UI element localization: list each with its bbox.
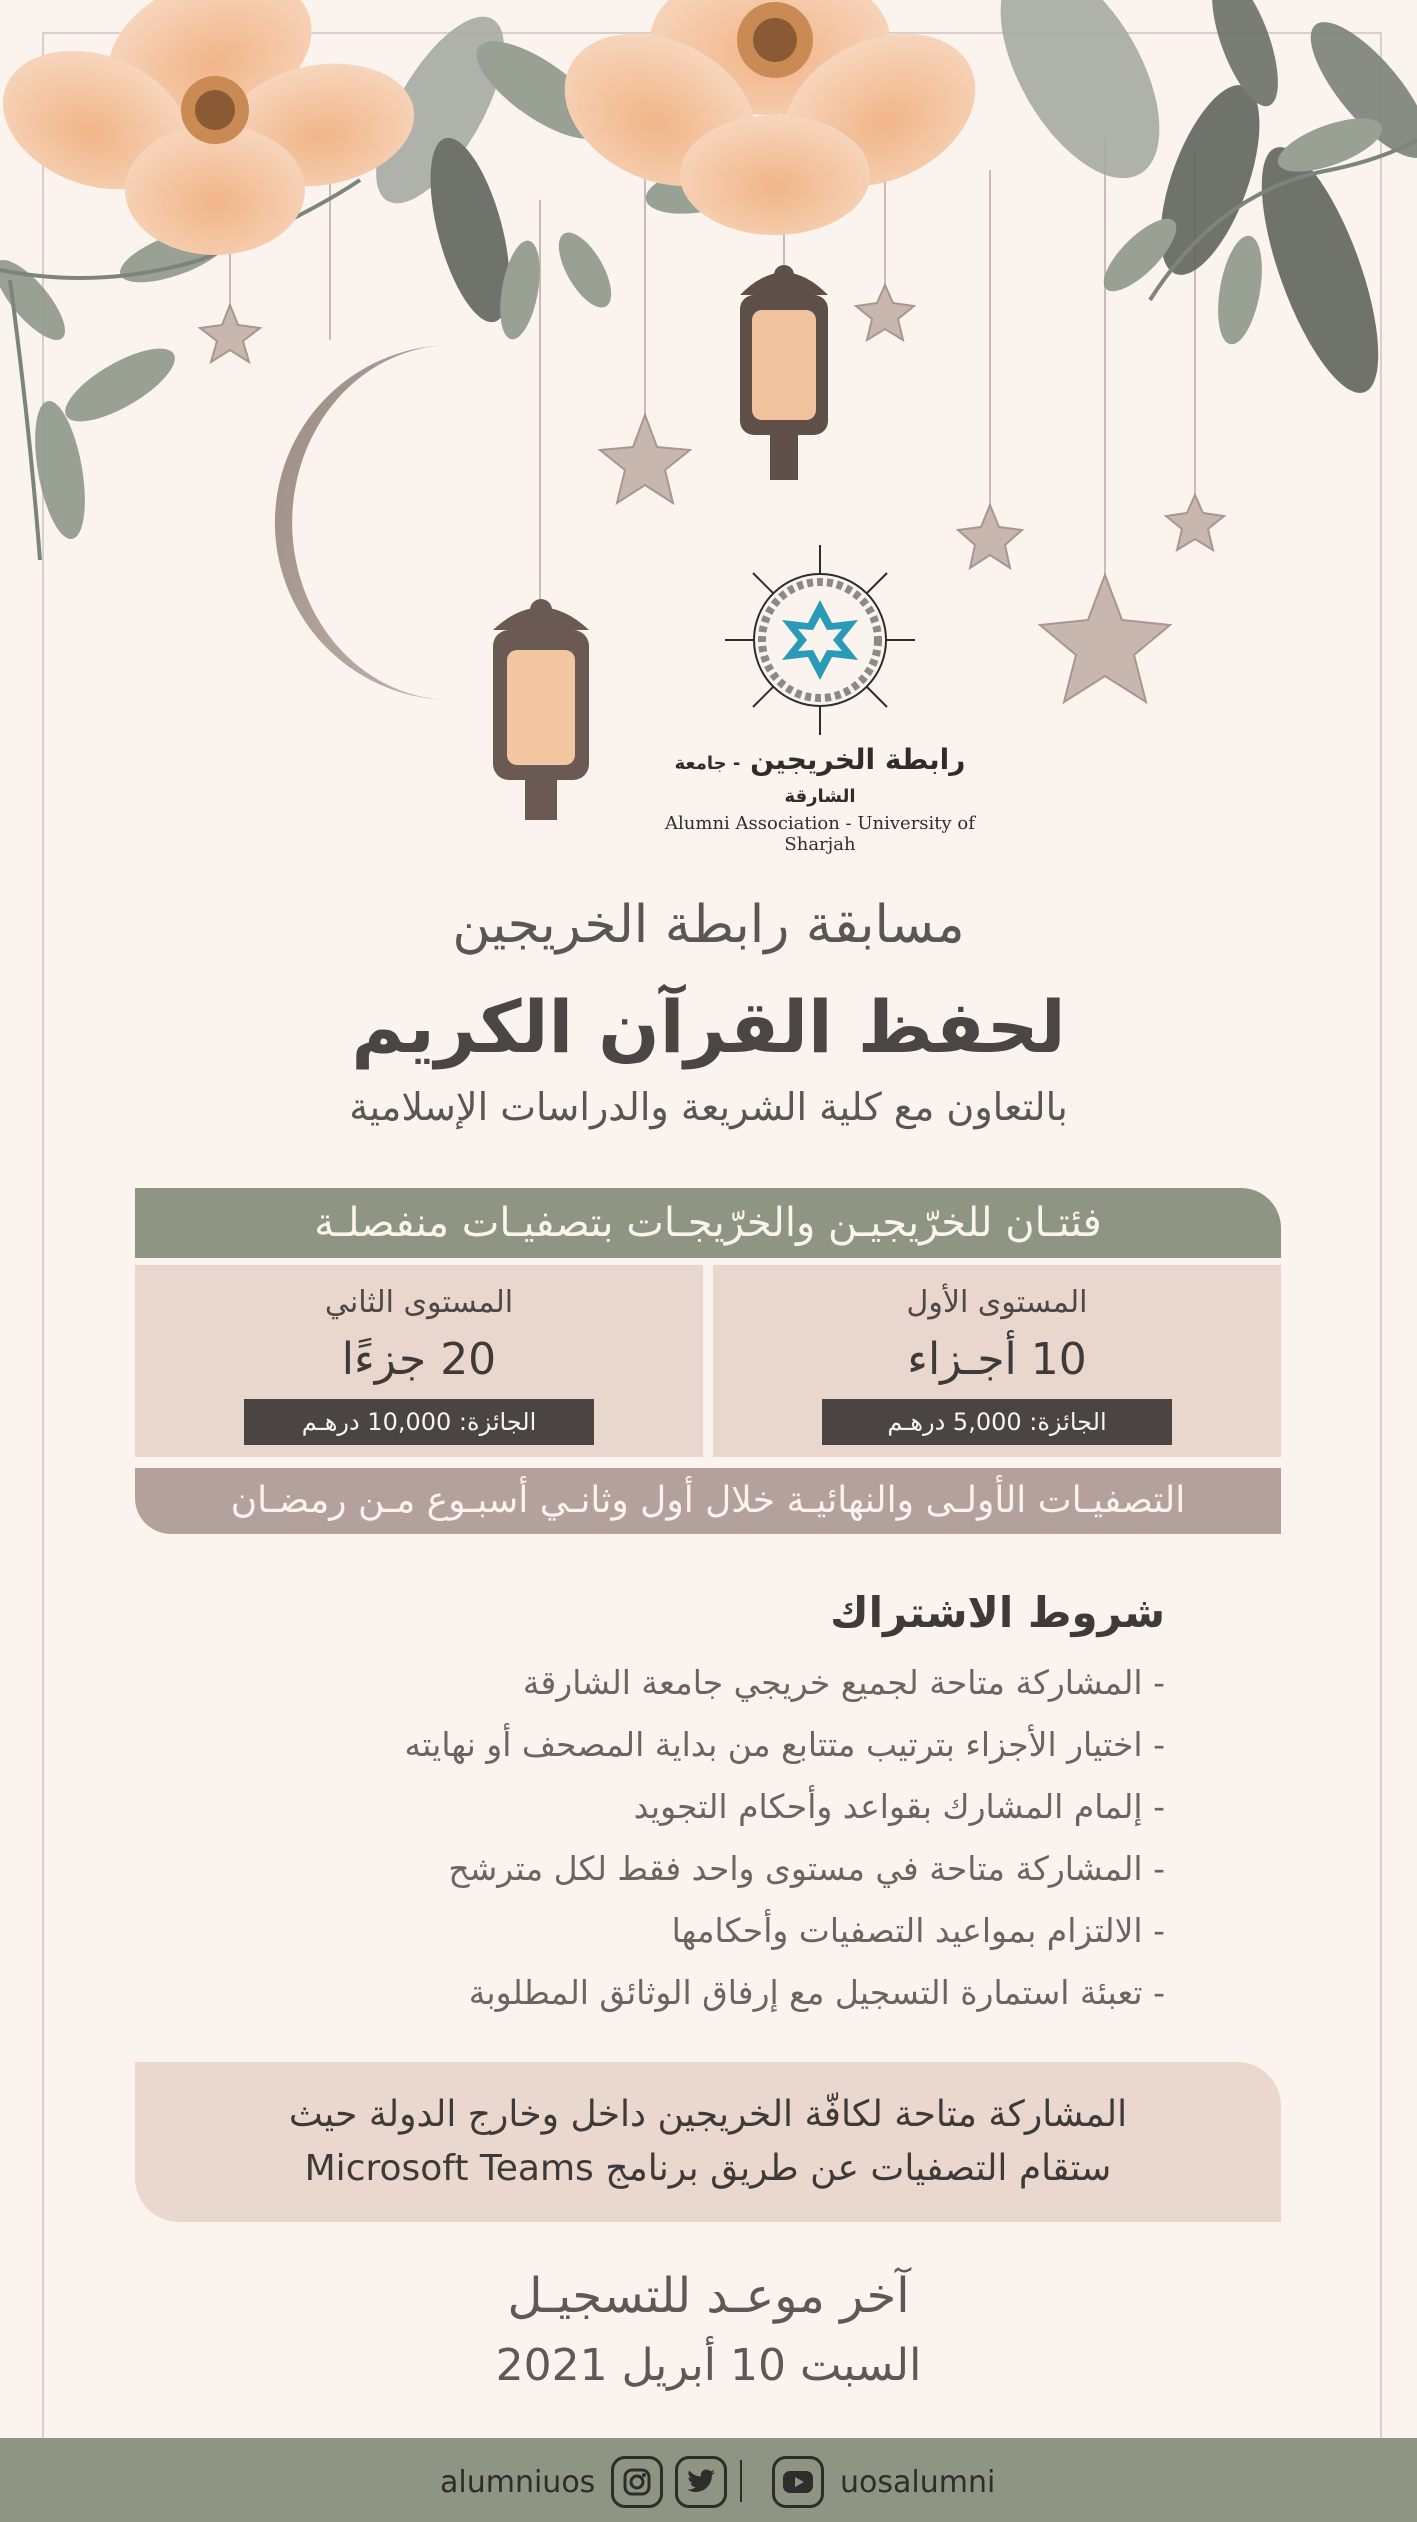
level-1-name: المستوى الأول bbox=[906, 1285, 1088, 1320]
logo-english-name: Alumni Association - University of Sharjah bbox=[665, 813, 975, 855]
subtitle-collaboration: بالتعاون مع كلية الشريعة والدراسات الإسلامية bbox=[349, 1085, 1068, 1129]
level-1-prize: الجائزة: 5,000 درهـم bbox=[822, 1399, 1172, 1445]
condition-item: - تعبئة استمارة التسجيل مع إرفاق الوثائق المطلوبة bbox=[468, 1973, 1165, 2012]
logo-arabic-association: رابطة الخريجين bbox=[750, 743, 966, 776]
level-1-card bbox=[713, 1265, 1281, 1457]
deadline-date: السبت 10 أبريل 2021 bbox=[495, 2340, 922, 2391]
condition-item: - المشاركة متاحة في مستوى واحد فقط لكل مترشح bbox=[448, 1849, 1165, 1888]
instagram-twitter-group bbox=[440, 2456, 733, 2508]
rounds-schedule-band: التصفيـات الأولـى والنهائيـة خلال أول وثانـي أسبـوع مـن رمضـان bbox=[135, 1468, 1281, 1534]
title-line-2: لحفظ القرآن الكريم bbox=[351, 985, 1066, 1069]
footer-social-bar bbox=[0, 2438, 1417, 2522]
level-1-amount: 10 أجـزاء bbox=[907, 1334, 1087, 1385]
youtube-group bbox=[766, 2456, 995, 2508]
level-2-amount: 20 جزءًا bbox=[341, 1334, 497, 1385]
instagram-icon[interactable] bbox=[611, 2456, 663, 2508]
level-2-card bbox=[135, 1265, 703, 1457]
condition-item: - المشاركة متاحة لجميع خريجي جامعة الشارقة bbox=[522, 1663, 1165, 1702]
twitter-icon[interactable] bbox=[675, 2456, 727, 2508]
instagram-twitter-handle[interactable]: alumniuos bbox=[440, 2464, 596, 2500]
logo-arabic-university: - جامعة الشارقة bbox=[674, 753, 856, 807]
level-2-prize: الجائزة: 10,000 درهـم bbox=[244, 1399, 594, 1445]
conditions-title: شروط الاشتراك bbox=[830, 1588, 1165, 1637]
geometric-star-emblem-icon bbox=[725, 545, 915, 735]
level-2-name: المستوى الثاني bbox=[324, 1285, 514, 1320]
notice-line-2: ستقام التصفيات عن طريق برنامج Microsoft Teams bbox=[304, 2148, 1112, 2189]
alumni-association-logo bbox=[640, 545, 1000, 855]
footer-divider bbox=[740, 2460, 742, 2502]
condition-item: - الالتزام بمواعيد التصفيات وأحكامها bbox=[671, 1911, 1165, 1950]
condition-item: - اختيار الأجزاء بترتيب متتابع من بداية المصحف أو نهايته bbox=[404, 1725, 1165, 1764]
categories-band: فئتـان للخرّيجيـن والخرّيجـات بتصفيـات منفصلـة bbox=[135, 1188, 1281, 1258]
youtube-handle[interactable]: uosalumni bbox=[840, 2464, 996, 2500]
title-line-1: مسابقة رابطة الخريجين bbox=[452, 895, 965, 955]
youtube-icon[interactable] bbox=[772, 2456, 824, 2508]
notice-line-1: المشاركة متاحة لكافّة الخريجين داخل وخارج الدولة حيث bbox=[288, 2094, 1128, 2135]
logo-arabic-name bbox=[640, 743, 1000, 809]
deadline-label: آخر موعـد للتسجيـل bbox=[507, 2268, 910, 2324]
participation-notice bbox=[135, 2062, 1281, 2222]
conditions-list bbox=[165, 1652, 1165, 2024]
condition-item: - إلمام المشارك بقواعد وأحكام التجويد bbox=[633, 1787, 1165, 1826]
